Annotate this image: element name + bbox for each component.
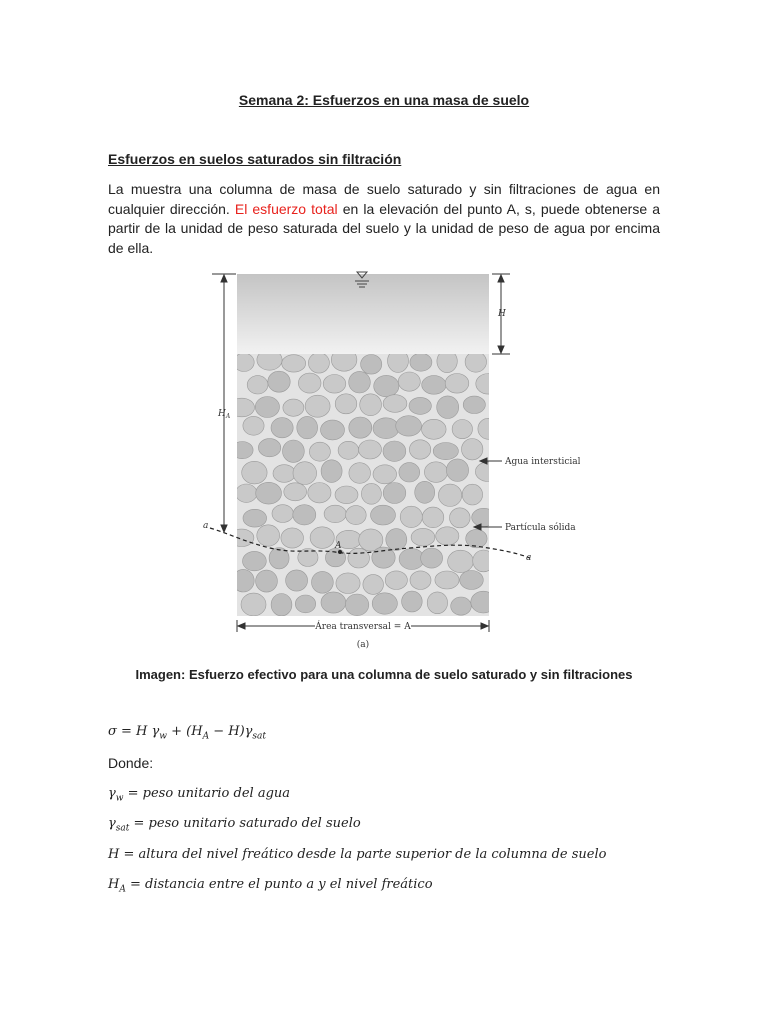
soil-grain — [410, 571, 431, 590]
soil-grain — [471, 591, 496, 613]
soil-grain — [241, 593, 266, 616]
soil-grain — [452, 420, 472, 439]
definition-gamma-w: $\gamma_w$ = peso unitario del agua — [108, 786, 291, 804]
soil-grain — [424, 462, 447, 483]
soil-grain — [312, 571, 334, 593]
soil-grain — [295, 595, 315, 613]
soil-grain — [437, 396, 459, 419]
label-ha: $H_A$ — [218, 409, 231, 420]
soil-grain — [438, 484, 461, 506]
label-a-left: a — [203, 521, 209, 531]
soil-grain — [231, 442, 253, 459]
soil-grain — [374, 375, 399, 396]
soil-grain — [398, 372, 420, 391]
soil-grain — [308, 353, 329, 373]
soil-grain — [448, 550, 474, 572]
soil-grain — [256, 482, 282, 504]
soil-grain — [372, 593, 397, 614]
soil-grain — [402, 591, 423, 612]
soil-grain — [338, 441, 359, 459]
soil-grain — [446, 459, 468, 482]
soil-grain — [427, 592, 447, 614]
soil-grain — [373, 418, 399, 439]
soil-grain — [229, 529, 254, 546]
soil-grain — [421, 548, 443, 568]
soil-grain — [232, 569, 254, 592]
soil-grain — [476, 374, 501, 395]
soil-grain — [399, 463, 420, 482]
soil-grain — [310, 527, 334, 549]
label-area: Área transversal = A — [315, 622, 411, 632]
soil-grain — [349, 417, 372, 438]
soil-grain — [385, 571, 407, 590]
soil-grain — [349, 371, 371, 393]
soil-grain — [409, 440, 430, 459]
soil-grain — [463, 396, 485, 413]
paragraph-text-1: La muestra una columna de masa de suelo saturado y sin filtraciones de agua en cualquier dirección. — [108, 181, 660, 217]
soil-grain — [396, 416, 422, 436]
soil-grain — [462, 439, 483, 460]
soil-grain — [273, 465, 295, 483]
soil-grain — [460, 571, 484, 590]
soil-grain — [257, 525, 280, 546]
soil-grain — [359, 440, 382, 459]
soil-grain — [281, 528, 304, 548]
page-title: Semana 2: Esfuerzos en una masa de suelo — [238, 92, 530, 108]
soil-grain — [371, 505, 396, 525]
soil-grain — [436, 527, 459, 545]
soil-grain — [258, 439, 280, 457]
section-heading: Esfuerzos en suelos saturados sin filtración — [108, 151, 402, 167]
soil-grain — [409, 397, 431, 414]
soil-grain — [324, 505, 346, 522]
soil-grain — [321, 460, 342, 483]
soil-grain — [386, 529, 407, 551]
donde-label: Donde: — [108, 755, 154, 771]
label-h: H — [498, 309, 506, 319]
soil-grain — [383, 483, 406, 504]
soil-grain — [346, 506, 367, 525]
soil-grain — [422, 419, 447, 439]
soil-grain — [422, 376, 446, 395]
label-particula-solida: Partícula sólida — [505, 523, 576, 533]
soil-grain — [283, 399, 304, 416]
soil-grain — [478, 418, 499, 439]
soil-grain — [400, 506, 422, 527]
paragraph-text-2: en la elevación del punto A, s, puede obtenerse a partir de la unidad de peso saturada del suelo y la unidad de peso de agua por encima de ella. — [108, 200, 660, 256]
definition-ha: $H_A$ = distancia entre el punto a y el nivel freático — [108, 877, 433, 895]
soil-grain — [242, 461, 267, 484]
soil-grain — [247, 376, 268, 394]
soil-grain — [465, 352, 486, 373]
soil-grain — [308, 483, 331, 503]
soil-grain — [348, 548, 370, 568]
soil-grain — [243, 416, 264, 435]
soil-grain — [336, 573, 360, 594]
soil-grain — [462, 484, 482, 505]
soil-grain — [361, 355, 382, 375]
soil-grain — [335, 486, 358, 504]
soil-grain — [450, 508, 471, 528]
label-point-a: A — [335, 541, 342, 551]
soil-grain — [271, 594, 292, 616]
soil-grain — [283, 440, 305, 462]
soil-grain — [451, 597, 472, 615]
soil-grain — [383, 395, 407, 413]
soil-grain — [411, 528, 435, 546]
soil-grain — [445, 374, 469, 394]
soil-grain — [422, 507, 444, 528]
soil-grain — [229, 398, 254, 417]
definition-h: H = altura del nivel freático desde la parte superior de la columna de suelo — [108, 847, 607, 862]
soil-grain — [271, 418, 293, 438]
soil-grain — [282, 355, 306, 372]
soil-grain — [415, 481, 435, 503]
soil-grain — [433, 443, 458, 460]
soil-grain — [373, 465, 397, 484]
soil-grain — [293, 505, 316, 525]
soil-grain — [361, 483, 381, 504]
soil-grain — [256, 570, 278, 592]
soil-grain — [475, 462, 500, 482]
soil-grain — [286, 570, 308, 591]
soil-grain — [335, 394, 357, 414]
soil-grain — [297, 416, 318, 438]
soil-column-figure — [200, 266, 580, 658]
soil-grain — [473, 550, 495, 572]
soil-grain — [472, 508, 496, 526]
stress-formula: σ = H $\gamma_w + (H_A - H)\gamma_{sat}$ — [108, 724, 267, 742]
soil-grain — [243, 509, 267, 527]
label-figure-a: (a) — [356, 640, 370, 650]
soil-grain — [360, 394, 382, 416]
soil-grain — [309, 442, 330, 461]
soil-grain — [268, 371, 290, 392]
label-a-right: a — [526, 553, 532, 563]
soil-grain — [345, 594, 368, 616]
soil-grain — [323, 375, 346, 394]
soil-grain — [236, 484, 257, 502]
soil-grain — [272, 505, 293, 523]
soil-grain — [321, 420, 345, 440]
ha-dimension — [212, 274, 236, 532]
soil-grain — [435, 571, 459, 589]
label-agua-intersticial: Agua intersticial — [505, 457, 580, 467]
intro-paragraph — [108, 180, 660, 258]
soil-grain — [383, 441, 406, 461]
soil-grain — [234, 353, 255, 371]
soil-grain — [293, 462, 317, 485]
soil-grain — [363, 575, 384, 595]
soil-grain — [349, 463, 371, 484]
definition-gamma-sat: $\gamma_{sat}$ = peso unitario saturado del suelo — [108, 816, 361, 834]
figure-caption: Imagen: Esfuerzo efectivo para una columna de suelo saturado y sin filtraciones — [135, 667, 633, 682]
highlight-text: El esfuerzo total — [234, 200, 338, 217]
soil-grain — [305, 395, 330, 417]
soil-grain — [298, 373, 321, 393]
soil-grain — [255, 397, 279, 418]
soil-grain — [243, 551, 267, 570]
soil-grain — [284, 483, 307, 501]
soil-grain — [410, 353, 432, 371]
soil-grain — [321, 592, 346, 613]
